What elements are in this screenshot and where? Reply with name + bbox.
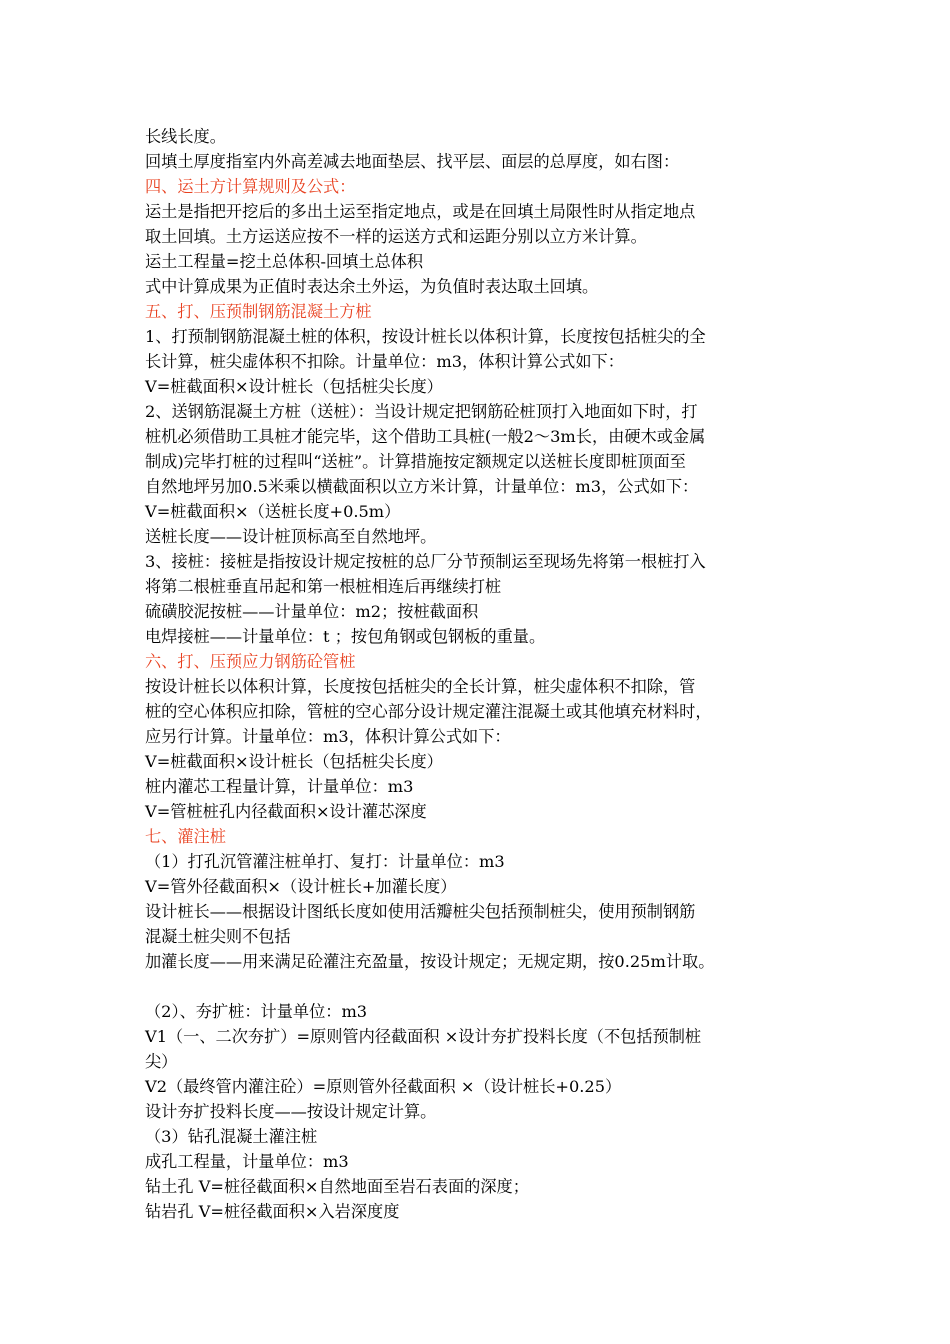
- body-text-line: 取土回填。土方运送应按不一样的运送方式和运距分别以立方米计算。: [145, 227, 647, 246]
- document-page: [145, 124, 810, 1224]
- section-heading: 七、灌注桩: [145, 827, 226, 846]
- body-text-line: V=桩截面积×（送桩长度+0.5m）: [145, 502, 401, 521]
- body-text-line: 尖）: [145, 1052, 178, 1071]
- body-text-line: 回填土厚度指室内外高差减去地面垫层、找平层、面层的总厚度，如右图：: [145, 152, 680, 171]
- body-text-line: 运土工程量=挖土总体积-回填土总体积: [145, 252, 424, 271]
- body-text-line: （1）打孔沉管灌注桩单打、复打：计量单位：m3: [145, 852, 505, 871]
- body-text-line: 运土是指把开挖后的多出土运至指定地点，或是在回填土局限性时从指定地点: [145, 202, 696, 221]
- body-text-line: V1（一、二次夯扩）=原则管内径截面积 ×设计夯扩投料长度（不包括预制桩: [145, 1027, 702, 1046]
- body-text-line: 电焊接桩——计量单位：t ；按包角钢或包钢板的重量。: [145, 627, 546, 646]
- body-text-line: 将第二根桩垂直吊起和第一根桩相连后再继续打桩: [145, 577, 502, 596]
- body-text-line: 长计算，桩尖虚体积不扣除。计量单位：m3，体积计算公式如下：: [145, 352, 624, 371]
- body-text-line: 设计夯扩投料长度——按设计规定计算。: [145, 1102, 437, 1121]
- body-text-line: V=管桩桩孔内径截面积×设计灌芯深度: [145, 802, 427, 821]
- body-text-line: 长线长度。: [145, 127, 226, 146]
- body-text-line: 桩机必须借助工具桩才能完毕，这个借助工具桩(一般2～3m长，由硬木或金属: [145, 427, 706, 446]
- body-text-line: 桩的空心体积应扣除，管桩的空心部分设计规定灌注混凝土或其他填充材料时，: [145, 702, 712, 721]
- body-text-line: 加灌长度——用来满足砼灌注充盈量，按设计规定；无规定期，按0.25m计取。: [145, 952, 715, 971]
- section-heading: 六、打、压预应力钢筋砼管桩: [145, 652, 356, 671]
- body-text-line: 送桩长度——设计桩顶标高至自然地坪。: [145, 527, 437, 546]
- body-text-line: V=桩截面积×设计桩长（包括桩尖长度）: [145, 752, 443, 771]
- body-text-line: 混凝土桩尖则不包括: [145, 927, 291, 946]
- body-text-line: 设计桩长——根据设计图纸长度如使用活瓣桩尖包括预制桩尖，使用预制钢筋: [145, 902, 696, 921]
- body-text-line: 制成)完毕打桩的过程叫“送桩”。计算措施按定额规定以送桩长度即桩顶面至: [145, 452, 686, 471]
- body-text-line: 硫磺胶泥按桩——计量单位：m2；按桩截面积: [145, 602, 479, 621]
- body-text-line: 3、接桩：接桩是指按设计规定按桩的总厂分节预制运至现场先将第一根桩打入: [145, 552, 706, 571]
- body-text-line: V=管外径截面积×（设计桩长+加灌长度）: [145, 877, 457, 896]
- body-text-line: 成孔工程量，计量单位：m3: [145, 1152, 349, 1171]
- blank-line: [145, 974, 810, 999]
- body-text-line: （2）、夯扩桩：计量单位：m3: [145, 1002, 368, 1021]
- body-text-line: 应另行计算。计量单位：m3，体积计算公式如下：: [145, 727, 511, 746]
- body-text-line: V2（最终管内灌注砼）=原则管外径截面积 ×（设计桩长+0.25）: [145, 1077, 622, 1096]
- body-text-line: 钻岩孔 V=桩径截面积×入岩深度度: [145, 1202, 400, 1221]
- body-text-line: 自然地坪另加0.5米乘以横截面积以立方米计算，计量单位：m3，公式如下：: [145, 477, 699, 496]
- section-heading: 五、打、压预制钢筋混凝土方桩: [145, 302, 372, 321]
- body-text-line: （3）钻孔混凝土灌注桩: [145, 1127, 318, 1146]
- body-text-line: V=桩截面积×设计桩长（包括桩尖长度）: [145, 377, 443, 396]
- section-heading: 四、运土方计算规则及公式：: [145, 177, 356, 196]
- body-text-line: 钻土孔 V=桩径截面积×自然地面至岩石表面的深度；: [145, 1177, 529, 1196]
- body-text-line: 2、送钢筋混凝土方桩（送桩）：当设计规定把钢筋砼桩顶打入地面如下时，打: [145, 402, 698, 421]
- body-text-line: 1、打预制钢筋混凝土桩的体积，按设计桩长以体积计算，长度按包括桩尖的全: [145, 327, 706, 346]
- body-text-line: 桩内灌芯工程量计算，计量单位：m3: [145, 777, 414, 796]
- body-text-line: 按设计桩长以体积计算，长度按包括桩尖的全长计算，桩尖虚体积不扣除，管: [145, 677, 696, 696]
- body-text-line: 式中计算成果为正值时表达余土外运，为负值时表达取土回填。: [145, 277, 599, 296]
